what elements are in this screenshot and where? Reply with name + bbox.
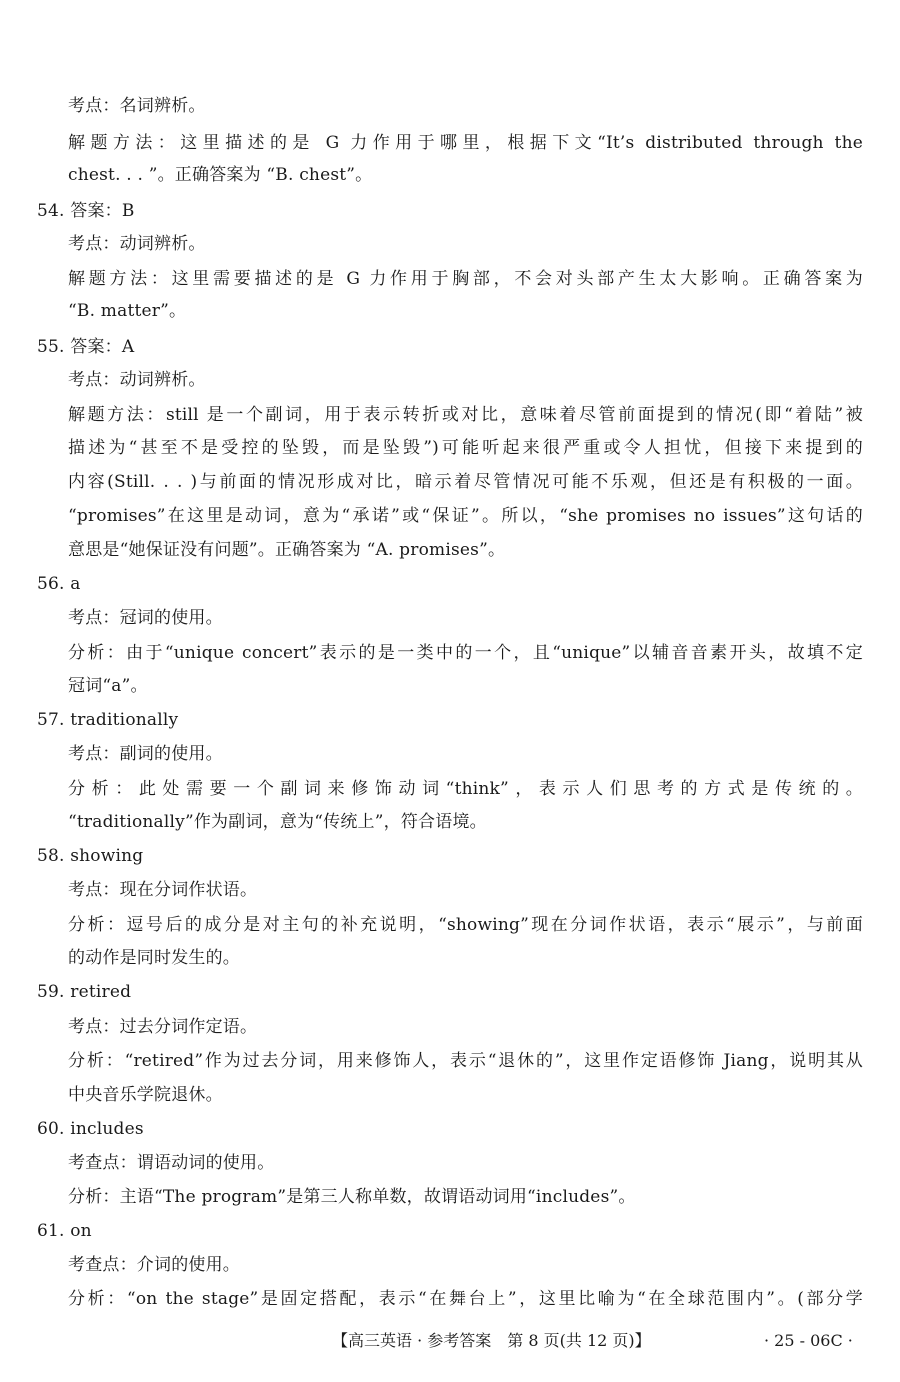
q55-method: 解题方法：still 是一个副词，用于表示转折或对比，意味着尽管前面提到的情况(即“着陆”被: [68, 405, 863, 425]
page-footer-code: · 25 - 06C ·: [764, 1331, 853, 1350]
q59-analysis-cont: 中央音乐学院退休。: [68, 1085, 223, 1105]
q57-answer: 57. traditionally: [37, 710, 179, 730]
q59-answer: 59. retired: [37, 982, 132, 1002]
q58-analysis-cont: 的动作是同时发生的。: [68, 948, 240, 968]
q53-method: 解题方法：这里描述的是 G 力作用于哪里，根据下文“It’s distributed through the: [68, 133, 863, 153]
q54-method-cont: “B. matter”。: [68, 301, 187, 321]
q57-analysis: 分析：此处需要一个副词来修饰动词“think”，表示人们思考的方式是传统的。: [68, 779, 863, 799]
q54-answer: 54. 答案：B: [37, 201, 135, 221]
q58-answer: 58. showing: [37, 846, 144, 866]
q56-analysis: 分析：由于“unique concert”表示的是一类中的一个，且“unique”以辅音音素开头，故填不定: [68, 643, 863, 663]
q55-method-line3: 内容(Still. . . )与前面的情况形成对比，暗示着尽管情况可能不乐观，但还是有积极的一面。: [68, 472, 863, 492]
q56-topic: 考点：冠词的使用。: [68, 608, 223, 628]
q55-topic: 考点：动词辨析。: [68, 370, 206, 390]
q57-topic: 考点：副词的使用。: [68, 744, 223, 764]
q59-analysis: 分析：“retired”作为过去分词，用来修饰人，表示“退休的”，这里作定语修饰 Jiang，说明其从: [68, 1051, 863, 1071]
q56-answer: 56. a: [37, 574, 81, 594]
q53-topic: 考点：名词辨析。: [68, 96, 206, 116]
q60-analysis: 分析：主语“The program”是第三人称单数，故谓语动词用“includes”。: [68, 1187, 636, 1207]
q61-answer: 61. on: [37, 1221, 92, 1241]
q60-answer: 60. includes: [37, 1119, 144, 1139]
q61-topic: 考查点：介词的使用。: [68, 1255, 240, 1275]
q60-topic: 考查点：谓语动词的使用。: [68, 1153, 275, 1173]
q57-analysis-cont: “traditionally”作为副词，意为“传统上”，符合语境。: [68, 812, 487, 832]
q59-topic: 考点：过去分词作定语。: [68, 1017, 258, 1037]
q61-analysis: 分析：“on the stage”是固定搭配，表示“在舞台上”，这里比喻为“在全球范围内”。(部分学: [68, 1289, 863, 1309]
q53-method-cont: chest. . . ”。正确答案为 “B. chest”。: [68, 165, 373, 185]
q55-method-line2: 描述为“甚至不是受控的坠毁，而是坠毁”)可能听起来很严重或令人担忧，但接下来提到的: [68, 438, 863, 458]
q58-analysis: 分析：逗号后的成分是对主句的补充说明，“showing”现在分词作状语，表示“展示”，与前面: [68, 915, 863, 935]
q58-topic: 考点：现在分词作状语。: [68, 880, 258, 900]
q55-answer: 55. 答案：A: [37, 337, 135, 357]
page-footer-title: 【高三英语 · 参考答案 第 8 页(共 12 页)】: [332, 1331, 651, 1350]
q55-method-line5: 意思是“她保证没有问题”。正确答案为 “A. promises”。: [68, 540, 506, 560]
q54-topic: 考点：动词辨析。: [68, 234, 206, 254]
q56-analysis-cont: 冠词“a”。: [68, 676, 148, 696]
q55-method-line4: “promises”在这里是动词，意为“承诺”或“保证”。所以，“she promises no issues”这句话的: [68, 506, 863, 526]
q54-method: 解题方法：这里需要描述的是 G 力作用于胸部，不会对头部产生太大影响。正确答案为: [68, 269, 863, 289]
